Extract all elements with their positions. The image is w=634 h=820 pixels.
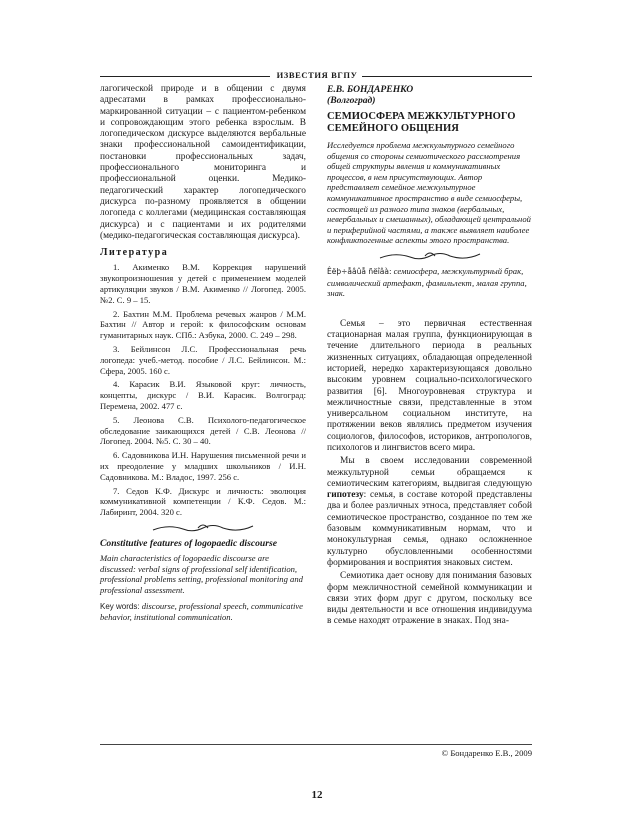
- english-keywords-text: discourse, professional speech, communicative behavior, institutional communication.: [100, 600, 303, 623]
- russian-keywords-label: Êëþ÷åâûå ñëîâà:: [327, 266, 392, 276]
- author-name: Е.В. БОНДАРЕНКО: [327, 84, 414, 95]
- reference-item: 5. Леонова С.В. Психолого-педагогическое обследование заикающихся детей / С.В. Леонова // Логопед. 2004. №5. С. 30 – 40.: [100, 414, 306, 447]
- left-column: [100, 84, 306, 623]
- page-number: 12: [311, 789, 323, 801]
- references-heading: Литература: [100, 247, 169, 259]
- journal-header: ИЗВЕСТИЯ ВГПУ: [0, 70, 634, 80]
- english-abstract: Main characteristics of logopaedic discourse are discussed: verbal signs of professional self identification, professional problems setting, professional monitoring and professional assessment.: [100, 553, 303, 595]
- russian-abstract: Исследуется проблема межкультурного семейного общения со стороны семиотического рассмотрения общей структуры явления и коммуникативных процессов, в нем присутствующих. Автор представляет семейное межкультурное коммуникативное пространство в виде семиосферы, состоящей из разного типа знаков (вербальных, невербальных и смешанных), обладающей центральной и периферийной частями, а также выявляет наиболее конфликтогенные аспекты этого пространства.: [327, 140, 531, 246]
- reference-item: 3. Бейлинсон Л.С. Профессиональная речь логопеда: учеб.-метод. пособие / Л.С. Бейлинсон. М.: Сфера, 2005. 160 с.: [100, 344, 306, 376]
- body-paragraph: Семиотика дает основу для понимания базовых форм межличностной семейной коммуникации и связи этих форм друг с другом, поскольку все виды деятельности и все отношения индивидуума в семье находят отражение в знаках. Под зна-: [327, 571, 532, 627]
- reference-item: 6. Садовникова И.Н. Нарушения письменной речи и их преодоление у младших школьников / И.Н. Садовникова. М.: Владос, 1997. 256 с.: [100, 450, 306, 482]
- russian-keywords: [327, 266, 532, 299]
- russian-keywords-text: семиосфера, межкультурный брак, символический артефакт, фамильлект, малая группа, знак.: [327, 265, 527, 299]
- reference-item: 4. Карасик В.И. Языковой круг: личность, концепты, дискурс / В.И. Карасик. Волгоград: Перемена, 2002. 477 с.: [100, 379, 306, 412]
- english-keywords-label: Key words:: [100, 601, 140, 611]
- ornament-divider-icon: [148, 522, 258, 534]
- article-title: СЕМИОСФЕРА МЕЖКУЛЬТУРНОГО СЕМЕЙНОГО ОБЩЕНИЯ: [327, 111, 516, 134]
- footer-rule: [100, 744, 532, 745]
- hypothesis-term: гипотезу: [327, 490, 364, 501]
- right-column: [327, 84, 532, 628]
- body-paragraph: Мы в своем исследовании современной межкультурной семьи обращаемся к семиотическим категориям, выдвигая следующую гипотезу: семья, в составе которой представлены два и более различных этноса, представляет собой семиотическое пространство, созданное по тем же базовым коммуникативным нормам, что и монокультурная семья, однако осложненное культурно обусловленными особенностями формирования и восприятия знаковых систем.: [327, 456, 532, 568]
- reference-item: 2. Бахтин М.М. Проблема речевых жанров / М.М. Бахтин // Автор и герой: к философским основам гуманитарных наук. СПб.: Азбука, 2000. С. 249 – 298.: [100, 308, 306, 341]
- reference-item: 7. Седов К.Ф. Дискурс и личность: эволюция коммуникативной компетенции / К.Ф. Седов. М.: Лабиринт, 2004. 320 с.: [100, 485, 306, 518]
- reference-item: 1. Акименко В.М. Коррекция нарушений звукопроизношения у детей с применением моделей артикуляции звуков / В.М. Акименко // Логопед. 2005. №2. С. 9 – 15.: [100, 262, 306, 305]
- english-keywords: [100, 601, 306, 623]
- english-title: Constitutive features of logopaedic discourse: [100, 537, 277, 549]
- author-city: (Волгоград): [327, 95, 376, 106]
- ornament-divider-icon: [375, 250, 485, 262]
- body-paragraph: Семья – это первичная естественная стационарная малая группа, функционирующая в течение длительного периода в реальных жизненных ситуациях, обладающая определенной историей, нередко характеризующаяся довольно высоким уровнем социально-психологического развития [6]. Многоуровневая структура и межличностные связи, представленные в этом универсальном социальном институте, на протяжении веков являлись предметом изучения социологов, философов, историков, антропологов, психологов и лингвистов всего мира.: [327, 318, 532, 453]
- body-continuation: лагогической природе и в общении с двумя адресатами в рамках профессионально-маркированной ситуации – с пациентом-ребенком и сопровождающим этого ребенка взрослым. В логопедическом дискурсе выделяются вербальные знаки профессиональной самоидентификации, постановки профессиональных задач, профессионального мониторинга и профессиональной оценки. Медико-педагогический характер логопедического дискурса по-разному проявляется в общении логопеда с коллегами (медицинская составляющая дискурса) и с пациентами и их родителями (медико-педагогическая составляющая дискурса).: [100, 84, 306, 241]
- copyright-notice: © Бондаренко Е.В., 2009: [441, 748, 532, 758]
